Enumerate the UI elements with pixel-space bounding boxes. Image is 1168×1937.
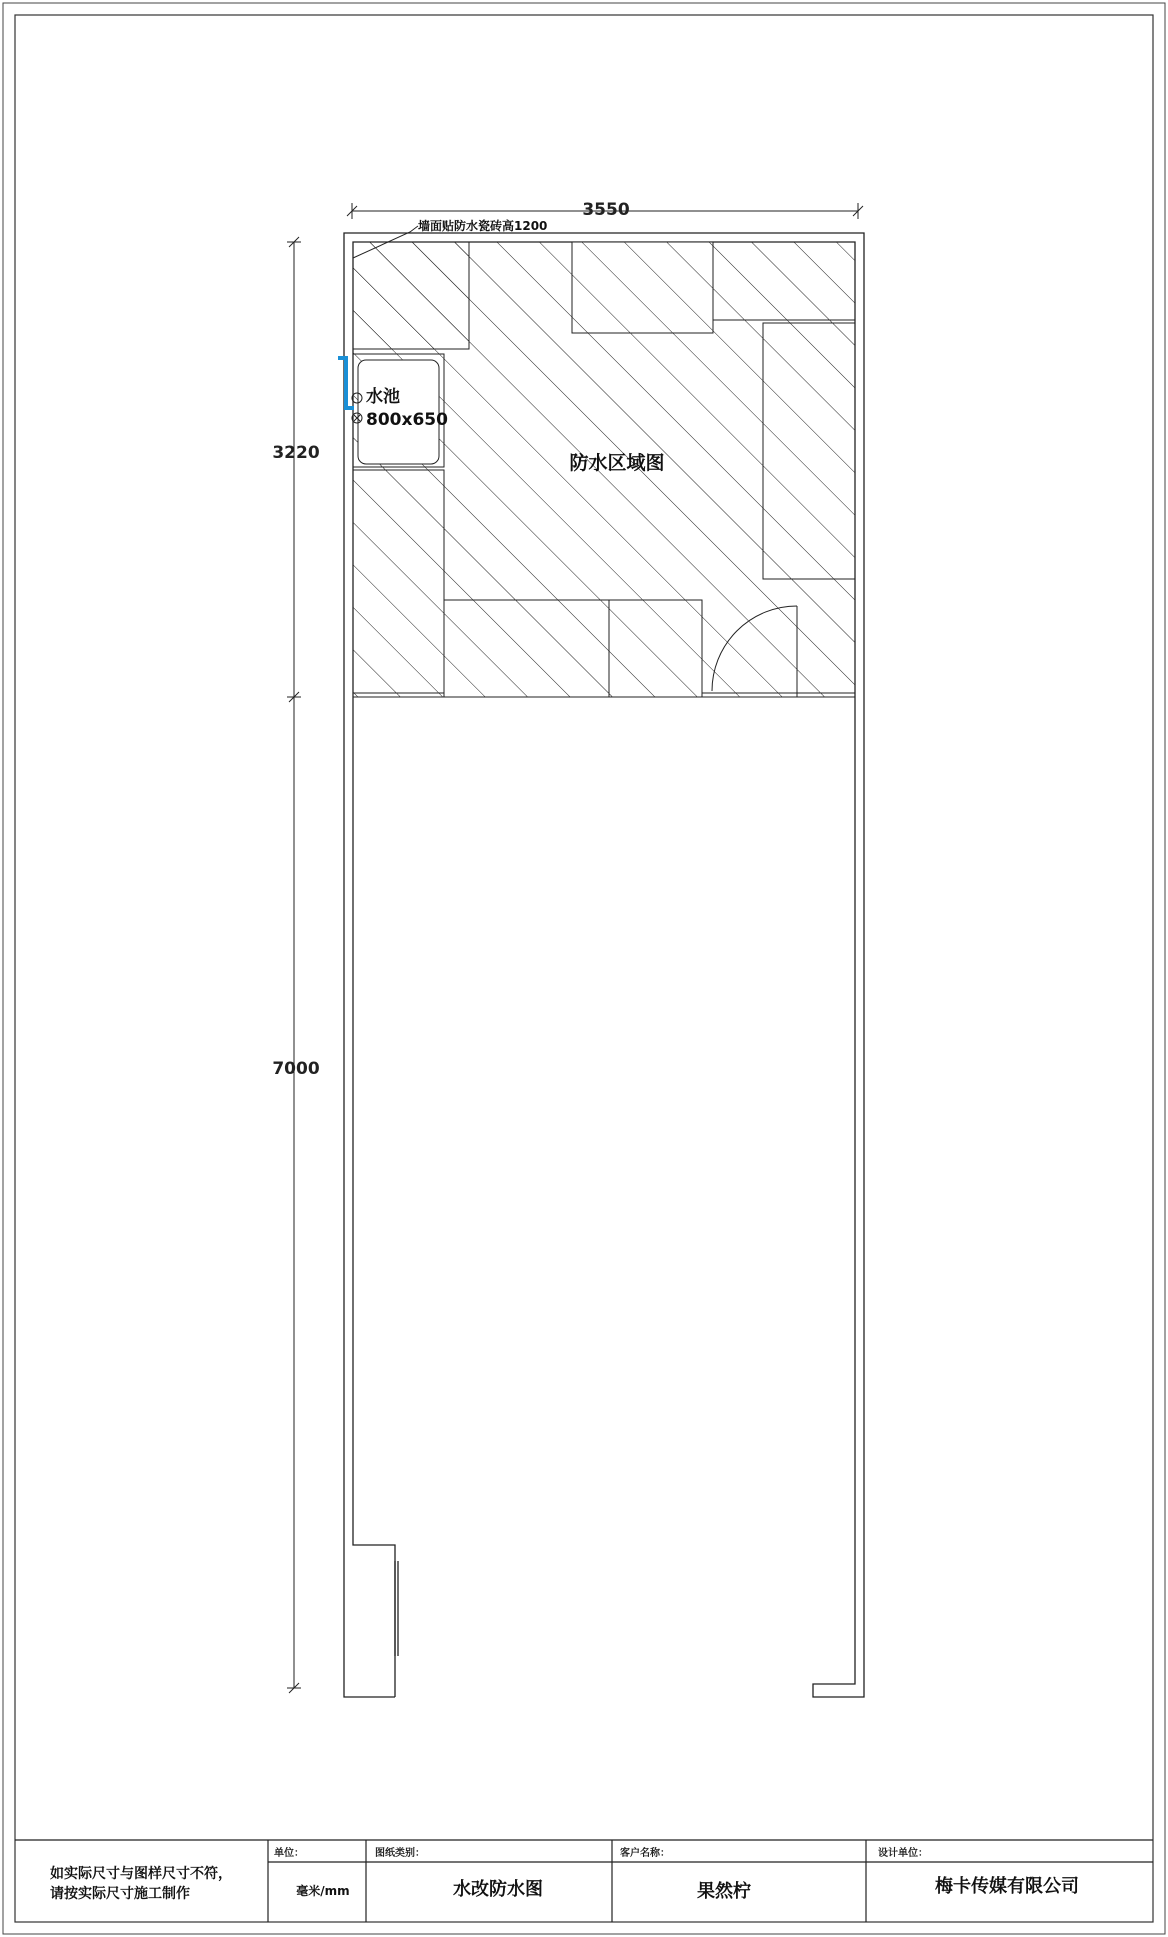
water-pipe — [338, 358, 354, 408]
drawing-type-title: 图纸类别： — [375, 1848, 425, 1859]
drawing-type-value: 水改防水图 — [453, 1879, 543, 1900]
sink-label: 水池 — [366, 387, 400, 407]
note-line-2: 请按实际尺寸施工制作 — [50, 1886, 190, 1902]
height-dimension-lower: 7000 — [272, 1059, 320, 1079]
note-line-1: 如实际尺寸与图样尺寸不符， — [50, 1866, 232, 1882]
client-value: 果然柠 — [697, 1881, 751, 1902]
cabinet-top-left — [353, 242, 469, 349]
unit-title: 单位： — [274, 1848, 304, 1859]
unit-value: 毫米/mm — [296, 1884, 350, 1898]
height-dimension-upper: 3220 — [272, 443, 320, 463]
zone-label: 防水区域图 — [569, 452, 665, 474]
sink-size: 800x650 — [366, 410, 448, 430]
client-title: 客户名称： — [620, 1848, 670, 1859]
width-dimension: 3550 — [582, 200, 630, 220]
designer-value: 梅卡传媒有限公司 — [935, 1876, 1079, 1897]
wall-tile-note: 墙面贴防水瓷砖高1200 — [418, 219, 548, 233]
designer-title: 设计单位： — [878, 1848, 928, 1859]
